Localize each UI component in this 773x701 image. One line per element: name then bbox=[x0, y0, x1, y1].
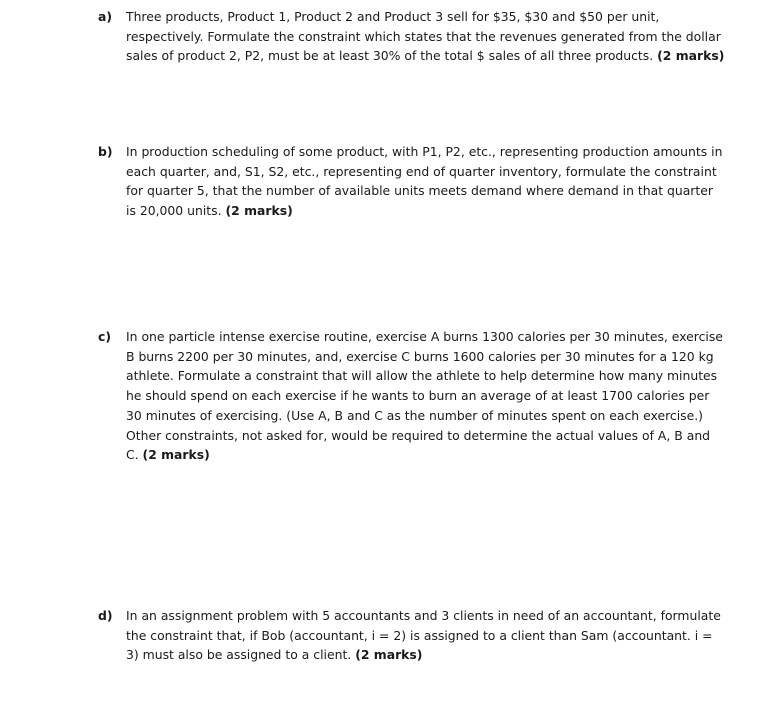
question-text bbox=[126, 7, 726, 66]
question-label: d) bbox=[98, 608, 113, 623]
question-body: In one particle intense exercise routine, exercise A burns 1300 calories per 30 minutes, exercise B burns 2200 per 30 minutes, and, exercise C burns 1600 calories per 30 minutes for a 120 kg athlete. Formulate a constraint that will allow the athlete to help determine how many minutes he should spend on each exercise if he wants to burn an average of at least 1700 calories per 30 minutes of exercising. (Use A, B and C as the number of minutes spent on each exercise.) Other constraints, not asked for, would be required to determine the actual values of A, B and C. bbox=[126, 329, 723, 463]
question-body: Three products, Product 1, Product 2 and Product 3 sell for $35, $30 and $50 per unit, respectively. Formulate the constraint which states that the revenues generated from the dollar sales of product 2, P2, must be at least 30% of the total $ sales of all three products. bbox=[126, 9, 721, 64]
question-label: b) bbox=[98, 144, 113, 159]
question-body: In production scheduling of some product, with P1, P2, etc., representing production amounts in each quarter, and, S1, S2, etc., representing end of quarter inventory, formulate the constraint for quarter 5, that the number of available units meets demand where demand in that quarter is 20,000 units. bbox=[126, 144, 723, 219]
marks-label: (2 marks) bbox=[225, 203, 293, 219]
question-text bbox=[126, 142, 726, 221]
question-text bbox=[126, 606, 726, 665]
marks-label: (2 marks) bbox=[355, 647, 423, 663]
question-body: In an assignment problem with 5 accountants and 3 clients in need of an accountant, formulate the constraint that, if Bob (accountant, i = 2) is assigned to a client than Sam (accountant. i = 3) must also be assigned to a client. bbox=[126, 608, 721, 663]
marks-label: (2 marks) bbox=[142, 447, 210, 463]
question-label: c) bbox=[98, 329, 112, 344]
question-text bbox=[126, 327, 726, 465]
marks-label: (2 marks) bbox=[657, 48, 725, 64]
question-label: a) bbox=[98, 9, 113, 24]
